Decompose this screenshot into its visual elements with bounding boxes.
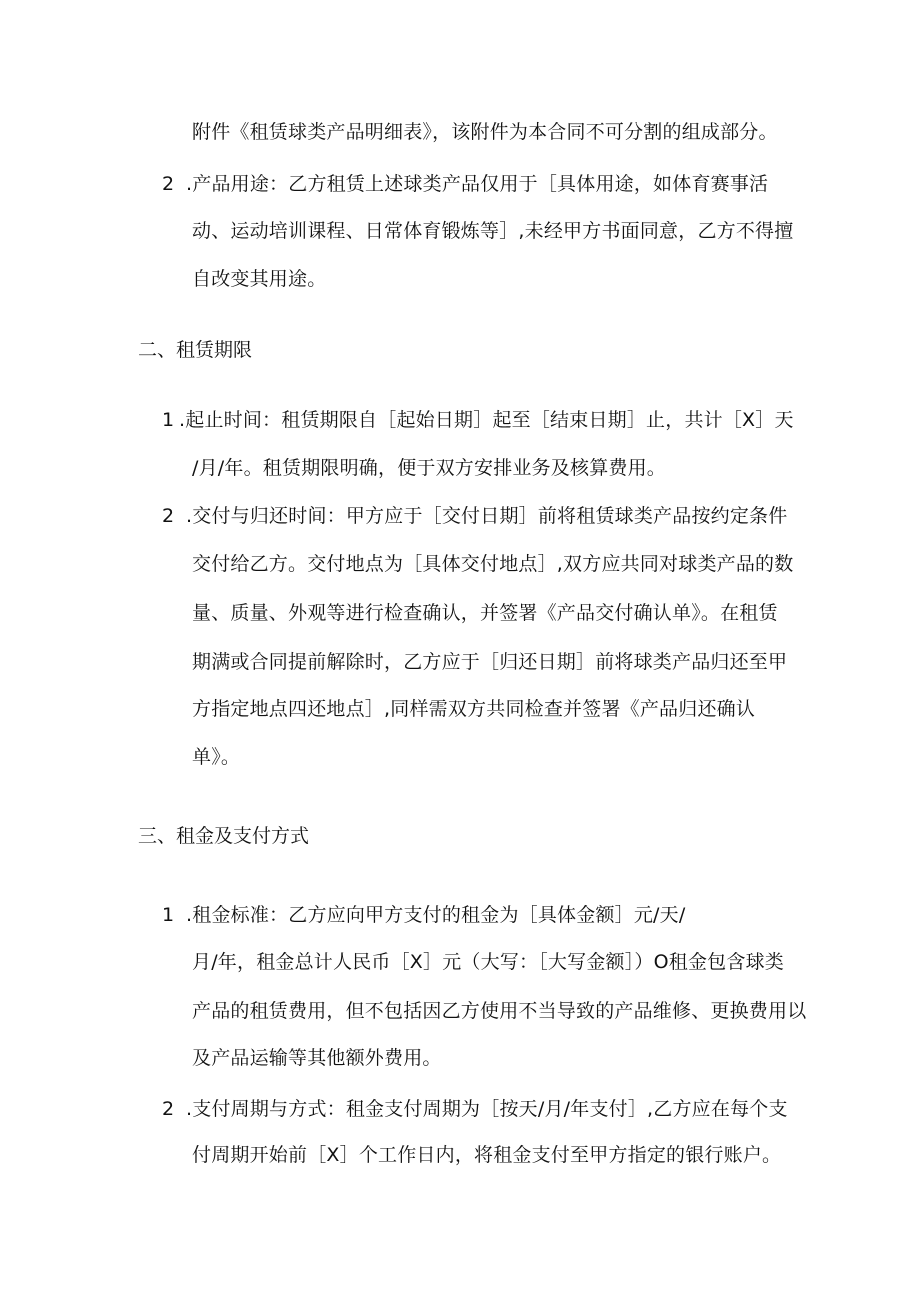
list-number: 2 <box>162 1098 175 1120</box>
body-text-line: .起止时间：租赁期限自［起始日期］起至［结束日期］止，共计［X］天 <box>179 409 794 431</box>
body-text-line: 量、质量、外观等进行检查确认，并签署《产品交付确认单》。在租赁 <box>192 602 778 624</box>
list-number: 1 <box>162 904 175 926</box>
body-text-line: 单》。 <box>192 746 241 768</box>
body-text-line: .租金标准：乙方应向甲方支付的租金为［具体金额］元/天/ <box>186 904 686 926</box>
body-text-line: 动、运动培训课程、日常体育锻炼等］,未经甲方书面同意，乙方不得擅 <box>192 220 794 242</box>
body-text-line: 方指定地点四还地点］,同样需双方共同检查并签署《产品归还确认 <box>192 698 756 720</box>
body-text-line: 自改变其用途。 <box>192 268 327 290</box>
body-text-line: 月/年，租金总计人民币［X］元（大写：［大写金额］）O租金包含球类 <box>192 951 784 973</box>
body-text-line: /月/年。租赁期限明确，便于双方安排业务及核算费用。 <box>192 457 667 479</box>
list-number: 1 <box>162 409 175 431</box>
body-text-line: .支付周期与方式：租金支付周期为［按天/月/年支付］,乙方应在每个支 <box>186 1098 788 1120</box>
section-heading: 三、租金及支付方式 <box>138 825 310 847</box>
body-text-line: .交付与归还时间：甲方应于［交付日期］前将租赁球类产品按约定条件 <box>186 505 788 527</box>
body-text-line: 附件《租赁球类产品明细表》，该附件为本合同不可分割的组成部分。 <box>192 121 778 143</box>
body-text-line: 交付给乙方。交付地点为［具体交付地点］,双方应共同对球类产品的数 <box>192 553 794 575</box>
list-number: 2 <box>162 173 175 195</box>
section-heading: 二、租赁期限 <box>138 339 253 361</box>
body-text-line: 付周期开始前［X］个工作日内，将租金支付至甲方指定的银行账户。 <box>192 1144 782 1166</box>
body-text-line: 产品的租赁费用，但不包括因乙方使用不当导致的产品维修、更换费用以 <box>192 1000 807 1022</box>
list-number: 2 <box>162 505 175 527</box>
body-text-line: 期满或合同提前解除时，乙方应于［归还日期］前将球类产品归还至甲 <box>192 651 788 673</box>
body-text-line: 及产品运输等其他额外费用。 <box>192 1047 442 1069</box>
body-text-line: .产品用途：乙方租赁上述球类产品仅用于［具体用途，如体育赛事活 <box>186 173 769 195</box>
